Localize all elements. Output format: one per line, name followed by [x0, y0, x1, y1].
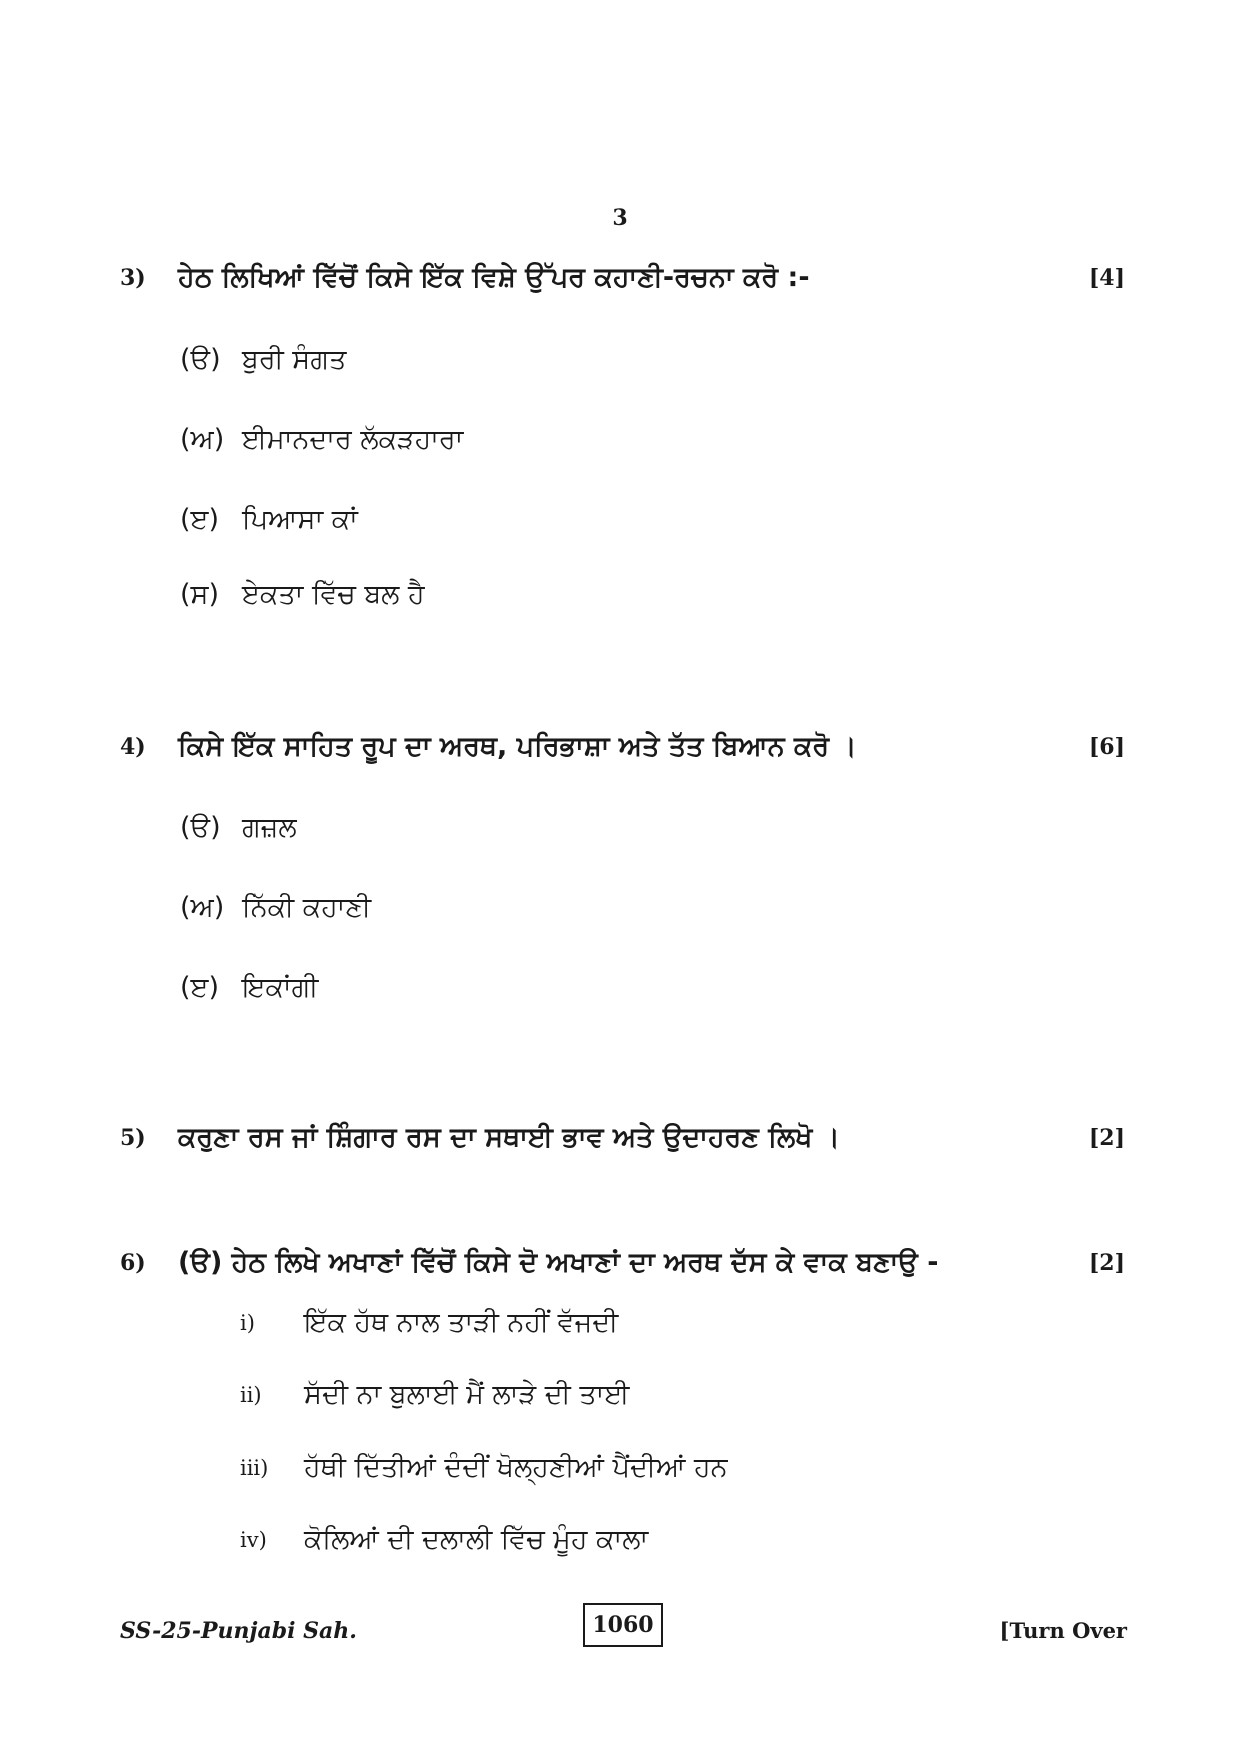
proverb-item — [240, 1303, 618, 1343]
proverb-item — [240, 1448, 727, 1488]
option-label: (ਅ) — [180, 424, 225, 455]
option-text: ਬੁਰੀ ਸੰਗਤ — [242, 344, 347, 375]
option-item — [180, 340, 346, 380]
option-text: ਈਮਾਨਦਾਰ ਲੱਕੜਹਾਰਾ — [242, 424, 464, 455]
option-item — [180, 808, 297, 848]
question-number: 3) — [120, 265, 146, 291]
proverb-text: ਹੱਥੀ ਦਿੱਤੀਆਂ ਦੰਦੀਂ ਖੋਲ੍ਹਣੀਆਂ ਪੈਂਦੀਆਂ ਹਨ — [304, 1452, 728, 1483]
option-text: ਪਿਆਸਾ ਕਾਂ — [242, 504, 358, 535]
option-item — [180, 575, 425, 615]
option-text: ਗਜ਼ਲ — [242, 812, 297, 843]
option-item — [180, 888, 371, 928]
question-marks: [6] — [1088, 734, 1125, 760]
option-item — [180, 500, 358, 540]
proverb-text: ਕੋਲਿਆਂ ਦੀ ਦਲਾਲੀ ਵਿੱਚ ਮੂੰਹ ਕਾਲਾ — [304, 1524, 649, 1555]
question-number: 6) — [120, 1250, 146, 1276]
option-label: (ੳ) — [180, 812, 221, 843]
question-marks: [2] — [1088, 1250, 1125, 1276]
question-number: 5) — [120, 1125, 146, 1151]
proverb-label: iv) — [240, 1528, 267, 1552]
question-text: ਹੇਠ ਲਿਖਿਆਂ ਵਿੱਚੋਂ ਕਿਸੇ ਇੱਕ ਵਿਸ਼ੇ ਉੱਪਰ ਕਹਾਣੀ-ਰਚਨਾ ਕਰੋ :- — [178, 262, 810, 293]
proverb-text: ਇੱਕ ਹੱਥ ਨਾਲ ਤਾੜੀ ਨਹੀਂ ਵੱਜਦੀ — [304, 1307, 619, 1338]
question-text: ਕਰੁਣਾ ਰਸ ਜਾਂ ਸ਼ਿੰਗਾਰ ਰਸ ਦਾ ਸਥਾਈ ਭਾਵ ਅਤੇ ਉਦਾਹਰਣ ਲਿਖੋ । — [178, 1122, 840, 1153]
question-marks: [2] — [1088, 1125, 1125, 1151]
proverb-item — [240, 1375, 629, 1415]
page-number: 3 — [612, 205, 628, 231]
option-label: (ੲ) — [180, 504, 220, 535]
question-text: (ੳ) ਹੇਠ ਲਿਖੇ ਅਖਾਣਾਂ ਵਿੱਚੋਂ ਕਿਸੇ ਦੋ ਅਖਾਣਾਂ ਦਾ ਅਰਥ ਦੱਸ ਕੇ ਵਾਕ ਬਣਾਉ - — [178, 1247, 939, 1278]
proverb-label: i) — [240, 1311, 255, 1335]
proverb-label: iii) — [240, 1456, 269, 1480]
option-item — [180, 420, 463, 460]
question-3 — [120, 258, 1125, 298]
proverb-text: ਸੱਦੀ ਨਾ ਬੁਲਾਈ ਮੈਂ ਲਾੜੇ ਦੀ ਤਾਈ — [304, 1379, 630, 1410]
question-5 — [120, 1118, 1125, 1158]
question-4 — [120, 727, 1125, 767]
option-text: ਏਕਤਾ ਵਿੱਚ ਬਲ ਹੈ — [242, 579, 425, 610]
question-marks: [4] — [1088, 265, 1125, 291]
option-item — [180, 968, 318, 1008]
question-text: ਕਿਸੇ ਇੱਕ ਸਾਹਿਤ ਰੂਪ ਦਾ ਅਰਥ, ਪਰਿਭਾਸ਼ਾ ਅਤੇ ਤੱਤ ਬਿਆਨ ਕਰੋ । — [178, 731, 857, 762]
paper-code: SS-25-Punjabi Sah. — [120, 1618, 357, 1644]
question-number: 4) — [120, 734, 146, 760]
option-text: ਇਕਾਂਗੀ — [242, 972, 319, 1003]
proverb-item — [240, 1520, 648, 1560]
question-6 — [120, 1243, 1125, 1283]
option-label: (ੳ) — [180, 344, 221, 375]
page-code-box: 1060 — [583, 1603, 663, 1647]
proverb-label: ii) — [240, 1383, 262, 1407]
option-label: (ਅ) — [180, 892, 225, 923]
option-text: ਨਿੱਕੀ ਕਹਾਣੀ — [242, 892, 372, 923]
option-label: (ੲ) — [180, 972, 220, 1003]
turn-over-note: [Turn Over — [999, 1618, 1127, 1643]
option-label: (ਸ) — [180, 579, 220, 610]
